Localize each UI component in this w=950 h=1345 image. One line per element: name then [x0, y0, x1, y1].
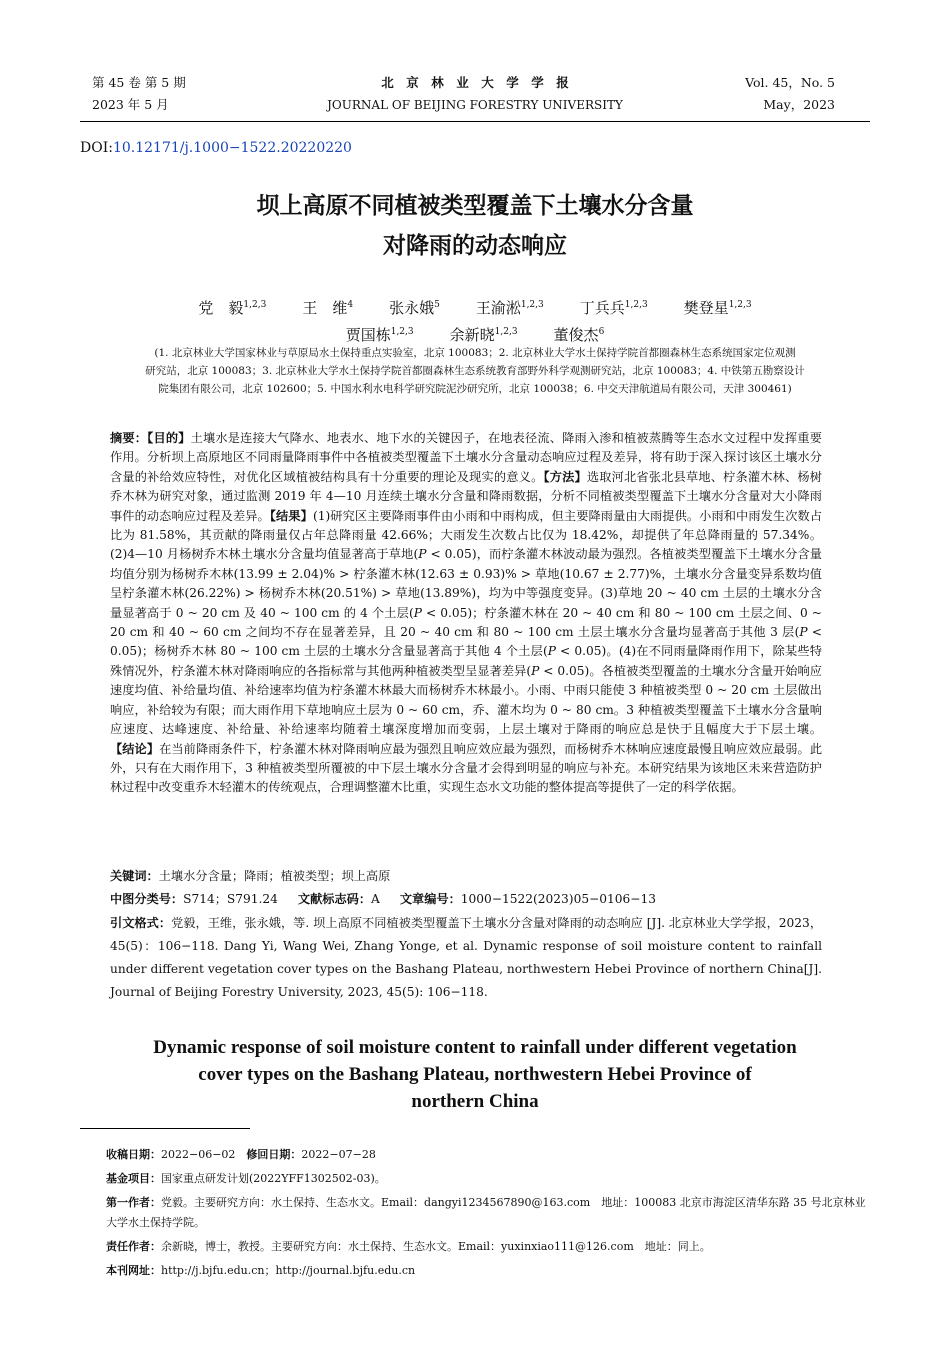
- clc-value: S714；S791.24: [183, 892, 278, 906]
- p-symbol: P: [547, 644, 556, 659]
- title-en-line2: cover types on the Bashang Plateau, northwestern Hebei Province of: [198, 1064, 752, 1085]
- corresponding-value: 余新晓，博士，教授。主要研究方向：水土保持、生态水文。Email：yuxinxiao111@126.com 地址：同上。: [161, 1240, 711, 1253]
- keywords-value: 土壤水分含量；降雨；植被类型；坝上高原: [158, 869, 391, 883]
- author-name-text: 贾国栋: [345, 326, 391, 344]
- author-name-text: 樊登星: [683, 299, 729, 317]
- conclusion-label: 【结论】: [110, 741, 160, 756]
- abstract: [110, 429, 822, 798]
- author-row-1: [0, 293, 950, 320]
- author-name-text: 丁兵兵: [579, 299, 625, 317]
- header-rule: [80, 121, 870, 122]
- footnotes: [80, 1145, 870, 1281]
- footnote-fund: [80, 1169, 870, 1189]
- footnote-rule: [80, 1128, 250, 1129]
- affiliation-line: 院集团有限公司，北京 102600；5. 中国水利水电科学研究院泥沙研究所，北京 100038；6. 中交天津航道局有限公司，天津 300461): [158, 383, 792, 395]
- citation-label: 引文格式：: [110, 916, 172, 930]
- website-value[interactable]: http://j.bjfu.edu.cn；http://journal.bjfu.edu.cn: [161, 1264, 416, 1277]
- title-en-line1: Dynamic response of soil moisture content to rainfall under different vegetation: [153, 1037, 797, 1058]
- keywords-label: 关键词：: [110, 869, 159, 883]
- header-vol: [745, 72, 835, 116]
- affiliation-line: 研究站，北京 100083；3. 北京林业大学水土保持学院首都圈森林生态系统教育部野外科学观测研究站，北京 100083；4. 中铁第五勘察设计: [145, 365, 805, 377]
- author-name-text: 张永娥: [389, 299, 435, 317]
- website-label: 本刊网址：: [106, 1264, 161, 1277]
- title-cn-line1: 坝上高原不同植被类型覆盖下土壤水分含量: [256, 193, 694, 219]
- affiliations: [110, 344, 840, 398]
- author-affiliation-marker: 1,2,3: [624, 300, 648, 310]
- doc-code-label: 文献标志码：: [297, 892, 372, 906]
- p-symbol: P: [531, 663, 540, 678]
- revised-label: 修回日期：: [246, 1148, 302, 1161]
- author-name: [346, 326, 414, 344]
- citation: [110, 912, 822, 1004]
- clc-label: 中图分类号：: [110, 892, 184, 906]
- footnote-website: [80, 1261, 870, 1281]
- footnote-dates: [80, 1145, 870, 1165]
- method-text: 选取河北省张北县草地、柠条灌木林、杨树乔木林为研究对象，通过监测 2019 年 4—10 月连续土壤水分含量和降雨数据，分析不同植被类型覆盖下土壤水分含量对大小降雨事件的动态响应过程及差异。: [110, 469, 822, 523]
- p-symbol: P: [418, 547, 427, 562]
- author-name: [580, 299, 648, 317]
- header-volume-issue: 第 45 卷 第 5 期: [92, 75, 186, 90]
- received-label: 收稿日期：: [106, 1148, 161, 1161]
- doi: [80, 140, 352, 156]
- author-affiliation-marker: 1,2,3: [520, 300, 544, 310]
- author-name-text: 王 维: [302, 299, 348, 317]
- author-affiliation-marker: 4: [347, 300, 354, 310]
- header-date-en: May，2023: [763, 97, 835, 112]
- author-name: [450, 326, 518, 344]
- fund-value: 国家重点研发计划(2022YFF1302502-03)。: [161, 1172, 386, 1185]
- author-affiliation-marker: 1,2,3: [390, 327, 414, 337]
- first-author-value: 党毅。主要研究方向：水土保持、生态水文。Email：dangyi1234567890@163.com 地址：100083 北京市海淀区清华东路 35 号北京林业大学水土保持学院。: [106, 1196, 866, 1229]
- conclusion-text: 在当前降雨条件下，柠条灌木林对降雨响应最为强烈且响应效应最为强烈，而杨树乔木林响应速度最慢且响应效应最弱。此外，只有在大雨作用下，3 种植被类型所覆被的中下层土壤水分含量才会得到明显的响应与补充。本研究结果为该地区未来营造防护林过程中改变重乔木轻灌木的传统观点，合理调整灌木比重，实现生态水文功能的整体提高等提供了一定的科学依据。: [110, 741, 823, 795]
- result-label: 【结果】: [269, 508, 313, 523]
- page-title-cn: [0, 186, 950, 266]
- author-affiliation-marker: 1,2,3: [243, 300, 267, 310]
- result-text: < 0.05)，而柠条灌木林波动最为强烈。各植被类型覆盖下土壤水分含量均值分别为杨树乔木林(13.99 ± 2.04)% > 柠条灌木林(12.63 ± 0.93)% > 草地(10.67 ± 2.77)%，土壤水分含量变异系数均值呈柠条灌木林(26.22%) > 杨树乔木林(20.51%) > 草地(13.89%)，均为中等强度变异。(3)草地 20 ~ 40 cm 土层的土壤水分含量显著高于 0 ~ 20 cm 及 40 ~ 100 cm 的 4 个土层(: [110, 547, 822, 620]
- journal-name-cn: 北 京 林 业 大 学 学 报: [381, 75, 569, 90]
- doc-code-value: A: [371, 892, 380, 906]
- author-name: [302, 299, 353, 317]
- revised-date: 2022−07−28: [301, 1148, 376, 1161]
- result-text: < 0.05)。(4)在不同雨量降雨作用下，除某些特殊情况外，柠条灌木林对降雨响应的各指标常与其他两种植被类型呈显著差异(: [110, 644, 822, 678]
- header-date: 2023 年 5 月: [92, 97, 169, 112]
- classification: [110, 890, 822, 909]
- p-symbol: P: [413, 605, 422, 620]
- doi-prefix: DOI:: [80, 140, 113, 156]
- result-text: < 0.05)。各植被类型覆盖的土壤水分含量开始响应速度均值、补给量均值、补给速率均值为柠条灌木林最大而杨树乔木林最小。小雨、中雨只能使 3 种植被类型 0 ~ 20 cm 土层做出响应，补给较为有限；而大雨作用下草地响应土层为 0 ~ 60 cm，乔、灌木均为 0 ~ 80 cm。3 种植被类型覆盖下土壤水分含量响应速度、达峰速度、补给量、补给速率均随着土壤深度增加而变弱，上层土壤对于降雨的响应总是快于且幅度大于下层土壤。: [110, 663, 822, 737]
- corresponding-label: 责任作者：: [106, 1240, 161, 1253]
- author-name-text: 董俊杰: [553, 326, 599, 344]
- author-affiliation-marker: 5: [434, 300, 440, 310]
- abstract-label: 摘要：: [110, 431, 148, 445]
- fund-label: 基金项目：: [106, 1172, 161, 1185]
- result-text: < 0.05)；杨树乔木林 80 ~ 100 cm 土层的土壤水分含量显著高于其他 4 个土层(: [110, 625, 822, 659]
- doi-link[interactable]: 10.12171/j.1000−1522.20220220: [112, 140, 352, 156]
- p-symbol: P: [799, 625, 808, 640]
- method-label: 【方法】: [543, 469, 587, 484]
- objective-text: 土壤水是连接大气降水、地表水、地下水的关键因子，在地表径流、降雨入渗和植被蒸腾等生态水文过程中发挥重要作用。分析坝上高原地区不同雨量降雨事件中各植被类型覆盖下土壤水分含量动态响应过程及差异，将有助于深入探讨该区土壤水分含量的补给效应特性，对优化区域植被结构具有十分重要的理论及现实的意义。: [110, 431, 822, 484]
- author-row-2: [0, 320, 950, 347]
- author-name: [554, 326, 605, 344]
- first-author-label: 第一作者：: [106, 1196, 161, 1209]
- result-text: < 0.05)；柠条灌木林在 20 ~ 40 cm 和 80 ~ 100 cm 土层之间、0 ~ 20 cm 和 40 ~ 60 cm 之间均不存在显著差异，且 20 ~ 40 cm 和 80 ~ 100 cm 土层土壤水分含量均显著高于其他 3 层(: [110, 605, 823, 640]
- author-affiliation-marker: 1,2,3: [728, 300, 752, 310]
- author-affiliation-marker: 1,2,3: [494, 327, 518, 337]
- author-name-text: 党 毅: [198, 299, 244, 317]
- header-vol-en: Vol. 45，No. 5: [745, 75, 835, 90]
- article-no-value: 1000−1522(2023)05−0106−13: [460, 892, 657, 906]
- footnote-corresponding: [80, 1237, 870, 1257]
- affiliation-line: (1. 北京林业大学国家林业与草原局水土保持重点实验室，北京 100083；2. 北京林业大学水土保持学院首都圈森林生态系统国家定位观测: [154, 347, 796, 359]
- author-name-text: 王渝淞: [475, 299, 521, 317]
- received-date: 2022−06−02: [161, 1148, 236, 1161]
- author-affiliation-marker: 6: [598, 327, 605, 337]
- title-en-line3: northern China: [411, 1091, 539, 1112]
- author-name: [476, 299, 544, 317]
- article-no-label: 文章编号：: [399, 892, 461, 906]
- result-text: (1)研究区主要降雨事件由小雨和中雨构成，但主要降雨量由大雨提供。小雨和中雨发生次数占比为 81.58%，其贡献的降雨量仅占年总降雨量 42.66%；大雨发生次数占比仅为 18.42%，却提供了年总降雨量的 57.34%。(2)4—10 月杨树乔木林土壤水分含量均值显著高于草地(: [110, 508, 823, 562]
- footnote-first-author: [80, 1193, 870, 1233]
- author-list: [0, 293, 950, 347]
- title-cn-line2: 对降雨的动态响应: [383, 233, 567, 259]
- author-name: [389, 299, 440, 317]
- author-name-text: 余新晓: [449, 326, 495, 344]
- journal-name-en: JOURNAL OF BEIJING FORESTRY UNIVERSITY: [327, 98, 623, 112]
- citation-text: 党毅，王维，张永娥，等. 坝上高原不同植被类型覆盖下土壤水分含量对降雨的动态响应 [J]. 北京林业大学学报，2023，45(5)：106−118. Dang Yi, Wang Wei, Zhang Yonge, et al. Dynamic response of soil moisture content to rainfall under different vegetation cover types on the Bashang Plateau, northwestern Hebei Province of northern China[J]. Journal of Beijing Forestry University, 2023, 45(5): 106−118.: [110, 916, 823, 999]
- page-title-en: [0, 1034, 950, 1115]
- author-name: [684, 299, 752, 317]
- author-name: [198, 299, 266, 317]
- objective-label: 【目的】: [147, 431, 191, 445]
- keywords: [110, 867, 822, 886]
